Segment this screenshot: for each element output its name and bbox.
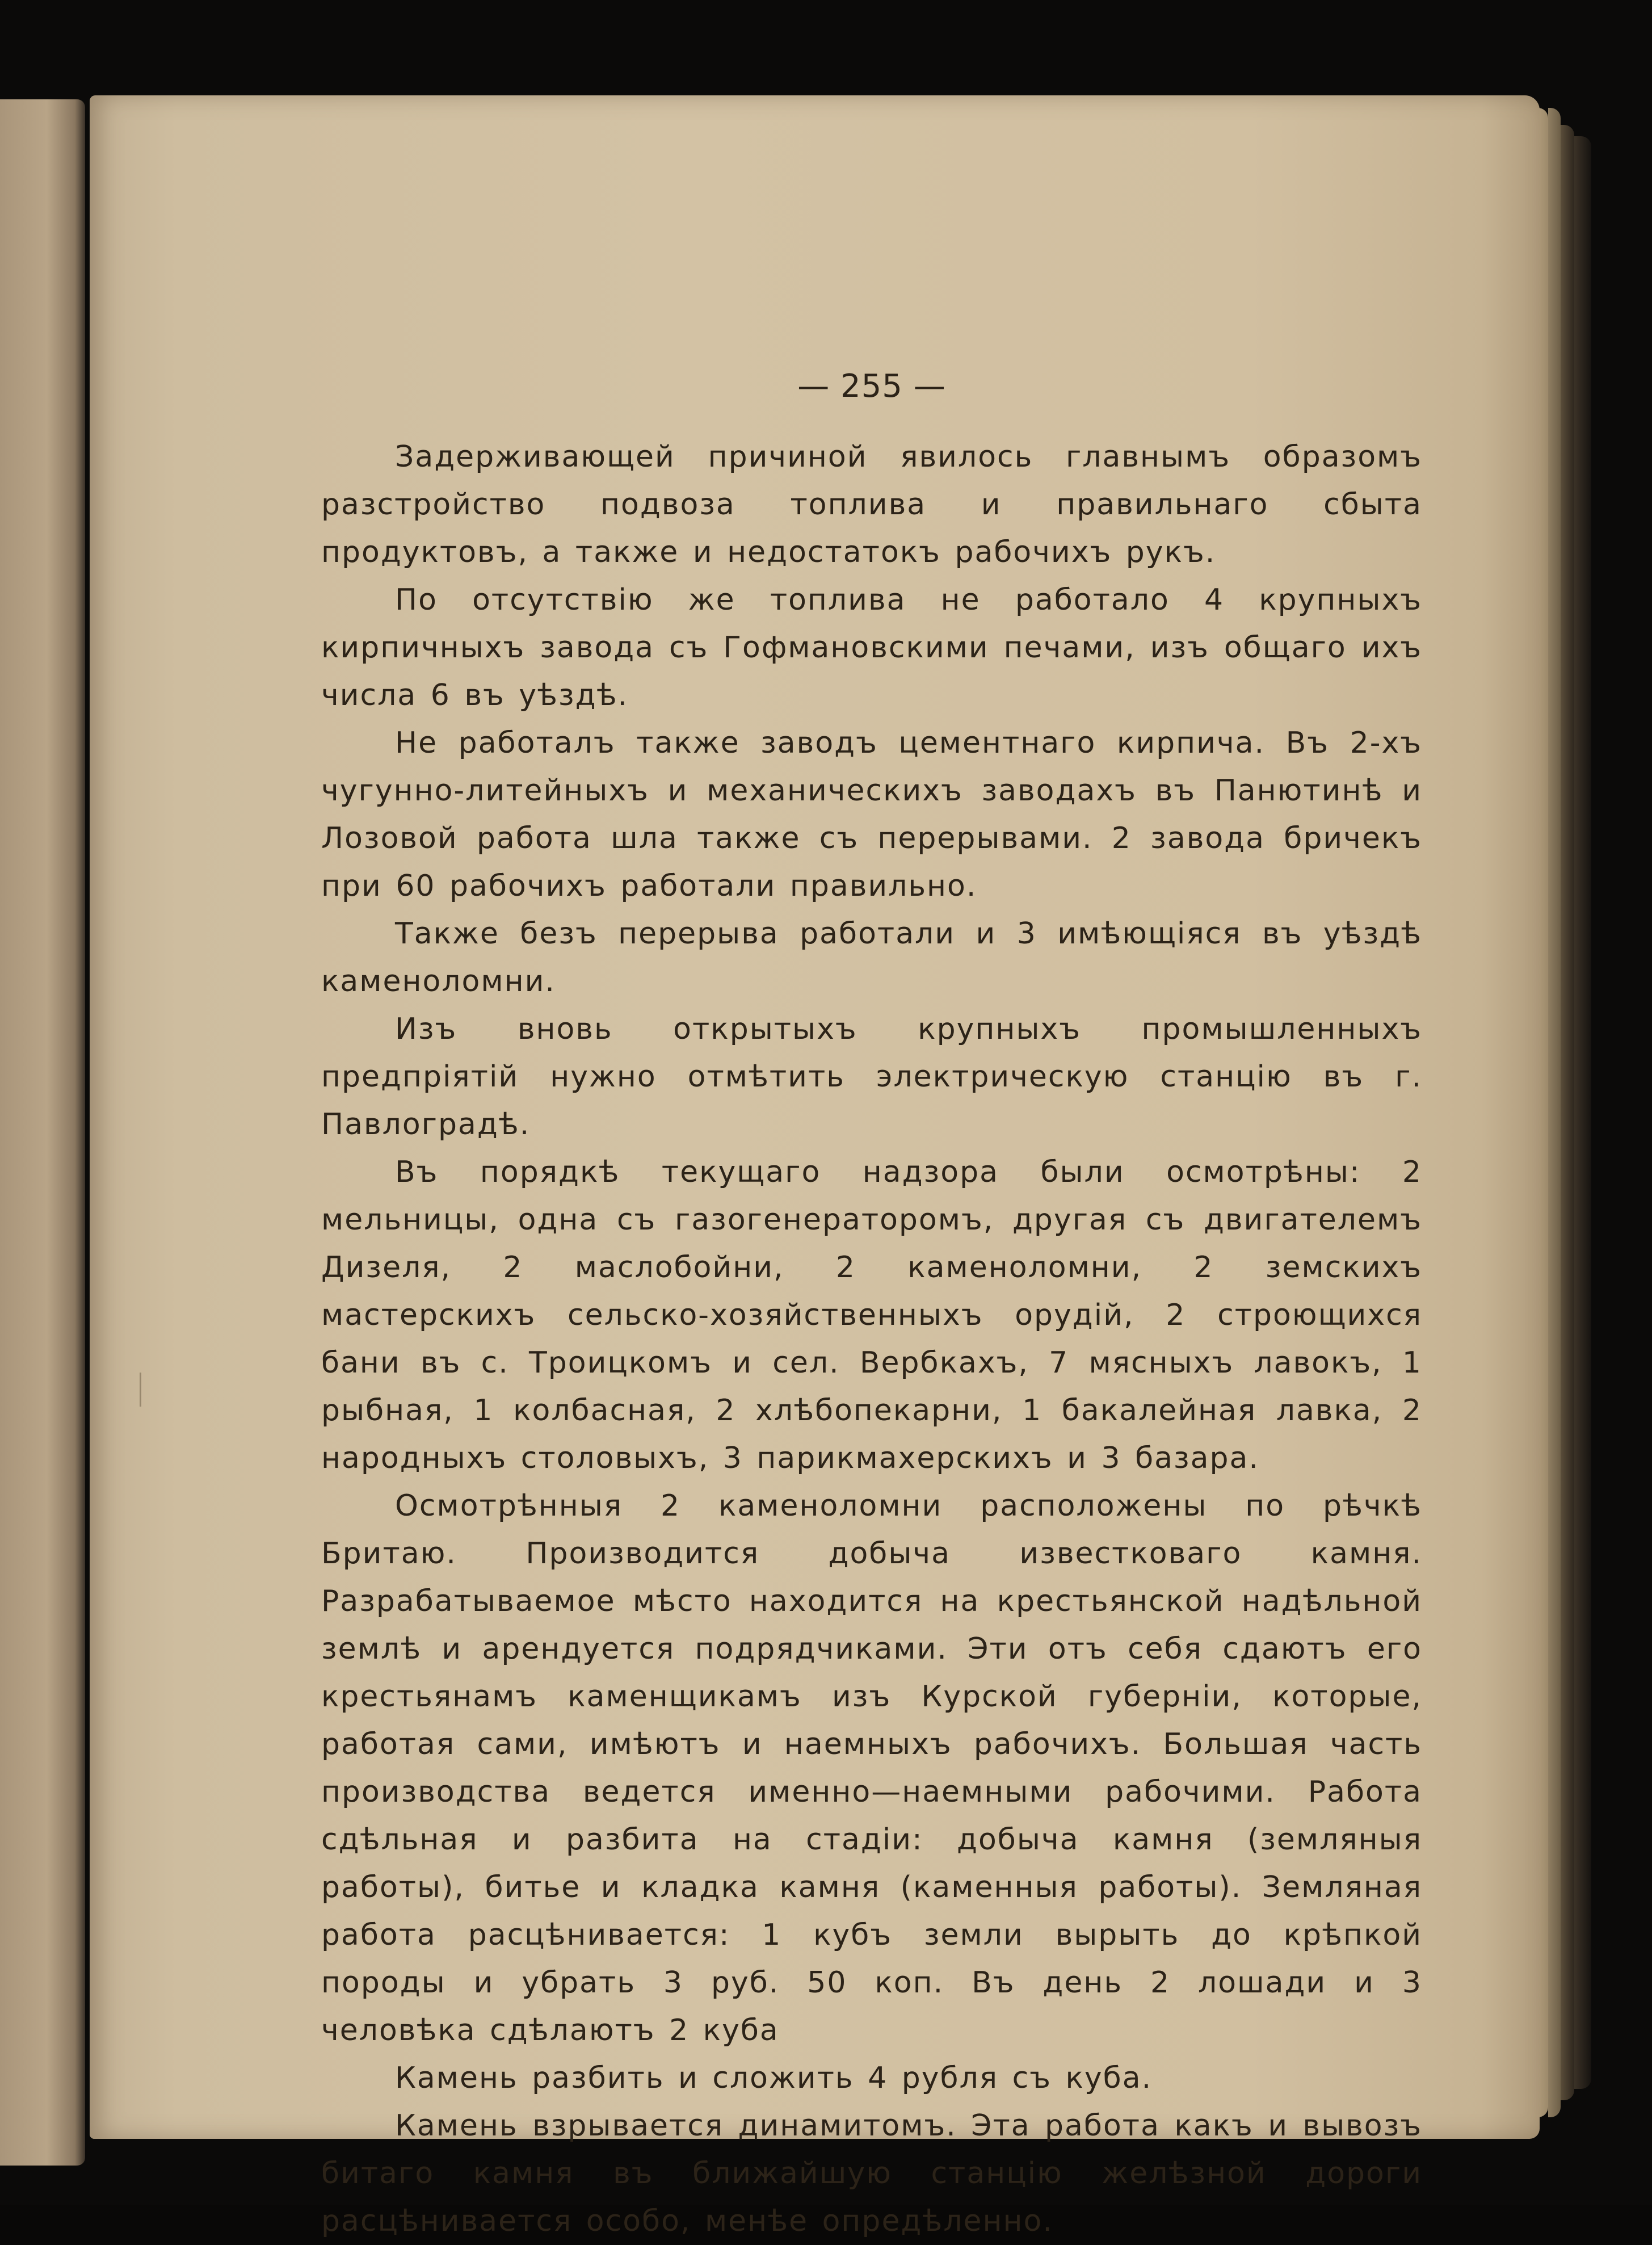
paragraph: По отсутствію же топлива не работало 4 крупныхъ кирпичныхъ завода съ Гофмановскими печами, изъ общаго ихъ числа 6 въ уѣздѣ. bbox=[321, 583, 1422, 712]
page-number: — 255 — bbox=[797, 368, 946, 405]
paragraph: Также безъ перерыва работали и 3 имѣющіяся въ уѣздѣ каменоломни. bbox=[321, 917, 1422, 998]
paragraph: Въ порядкѣ текущаго надзора были осмотрѣны: 2 мельницы, одна съ газогенераторомъ, другая съ двигателемъ Дизеля, 2 маслобойни, 2 каменоломни, 2 земскихъ мастерскихъ сельско-хозяйственныхъ орудій, 2 строющихся бани въ с. Троицкомъ и сел. Вербкахъ, 7 мясныхъ лавокъ, 1 рыбная, 1 колбасная, 2 хлѣбопекарни, 1 бакалейная лавка, 2 народныхъ столовыхъ, 3 парикмахерскихъ и 3 базара. bbox=[321, 1155, 1422, 1475]
book-cover-edge bbox=[1574, 136, 1591, 2089]
page-stack-edge bbox=[1548, 108, 1561, 2117]
page-stack-edge bbox=[1561, 125, 1574, 2100]
left-page-edge bbox=[0, 99, 85, 2166]
paper-mark bbox=[140, 1373, 141, 1407]
paragraph: Задерживающей причиной явилось главнымъ образомъ разстройство подвоза топлива и правильнаго сбыта продуктовъ, а также и недостатокъ рабочихъ рукъ. bbox=[321, 440, 1422, 569]
book-page bbox=[90, 95, 1540, 2238]
body-text bbox=[321, 433, 1422, 2245]
paragraph: Не работалъ также заводъ цементнаго кирпича. Въ 2-хъ чугунно-литейныхъ и механическихъ заводахъ въ Панютинѣ и Лозовой работа шла также съ перерывами. 2 завода бричекъ при 60 рабочихъ работали правильно. bbox=[321, 726, 1422, 903]
paragraph: Камень разбить и сложить 4 рубля съ куба. bbox=[395, 2061, 1153, 2095]
paragraph: Камень взрывается динамитомъ. Эта работа какъ и вывозъ битаго камня въ ближайшую станцію желѣзной дороги расцѣнивается особо, менѣе опредѣленно. bbox=[321, 2109, 1422, 2238]
paragraph: Изъ вновь открытыхъ крупныхъ промышленныхъ предпріятій нужно отмѣтить электрическую станцію въ г. Павлоградѣ. bbox=[321, 1012, 1422, 1142]
paragraph: Осмотрѣнныя 2 каменоломни расположены по рѣчкѣ Бритаю. Производится добыча известковаго камня. Разрабатываемое мѣсто находится на крестьянской надѣльной землѣ и арендуется подрядчиками. Эти отъ себя сдаютъ его крестьянамъ каменщикамъ изъ Курской губерніи, которые, работая сами, имѣютъ и наемныхъ рабочихъ. Большая часть производства ведется именно—наемными рабочими. Работа сдѣльная и разбита на стадіи: добыча камня (земляныя работы), битье и кладка камня (каменныя работы). Земляная работа расцѣнивается: 1 кубъ земли вырыть до крѣпкой породы и убрать 3 руб. 50 коп. Въ день 2 лошади и 3 человѣка сдѣлаютъ 2 куба bbox=[321, 1489, 1422, 2047]
